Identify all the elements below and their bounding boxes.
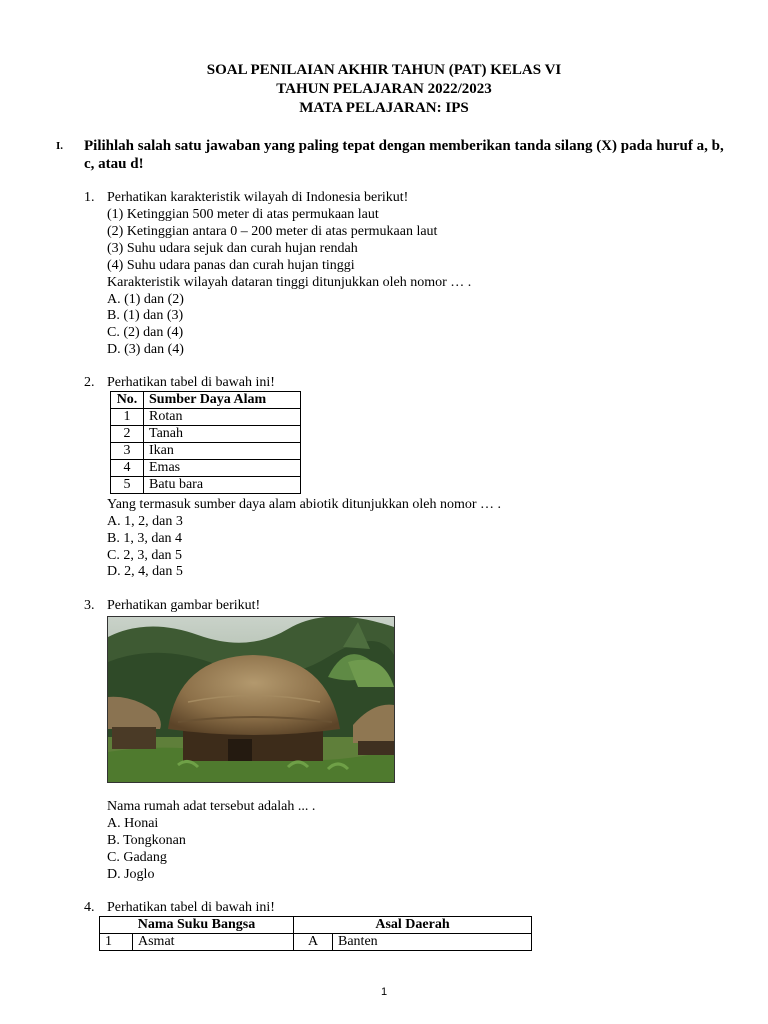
q3-option-b[interactable]: B. Tongkonan: [107, 833, 186, 848]
q1-option-a[interactable]: A. (1) dan (2): [107, 292, 184, 307]
table-header-cell: No.: [111, 392, 144, 409]
q1-option-d[interactable]: D. (3) dan (4): [107, 342, 184, 357]
q4-table: [99, 916, 532, 951]
table-row: [111, 426, 301, 443]
table-row: [111, 460, 301, 477]
q2-table: [110, 391, 301, 494]
table-header-cell: Asal Daerah: [294, 917, 532, 934]
table-cell: Batu bara: [144, 477, 301, 494]
table-row: [111, 409, 301, 426]
page-number: 1: [380, 986, 388, 998]
table-cell: A: [294, 934, 333, 951]
table-cell: Emas: [144, 460, 301, 477]
q1-prompt: Perhatikan karakteristik wilayah di Indonesia berikut!: [107, 190, 409, 205]
q4-number: 4.: [84, 900, 95, 915]
traditional-house-photo: [107, 616, 395, 783]
q3-option-c[interactable]: C. Gadang: [107, 850, 167, 865]
q3-option-a[interactable]: A. Honai: [107, 816, 159, 831]
q4-prompt: Perhatikan tabel di bawah ini!: [107, 900, 275, 915]
title-line-3: MATA PELAJARAN: IPS: [299, 100, 469, 116]
table-cell: Asmat: [133, 934, 294, 951]
q2-question: Yang termasuk sumber daya alam abiotik ditunjukkan oleh nomor … .: [107, 497, 502, 512]
q3-prompt: Perhatikan gambar berikut!: [107, 598, 261, 613]
table-row: [100, 934, 532, 951]
table-cell: Banten: [333, 934, 532, 951]
q1-item: (1) Ketinggian 500 meter di atas permukaan laut: [107, 207, 379, 222]
table-cell: 1: [111, 409, 144, 426]
q1-number: 1.: [84, 190, 95, 205]
table-cell: Tanah: [144, 426, 301, 443]
title-line-2: TAHUN PELAJARAN 2022/2023: [276, 81, 492, 97]
title-line-1: SOAL PENILAIAN AKHIR TAHUN (PAT) KELAS VI: [206, 62, 562, 78]
table-cell: Rotan: [144, 409, 301, 426]
table-cell: 1: [100, 934, 133, 951]
table-row: [111, 443, 301, 460]
table-cell: 2: [111, 426, 144, 443]
q2-prompt: Perhatikan tabel di bawah ini!: [107, 375, 275, 390]
table-header-cell: Nama Suku Bangsa: [100, 917, 294, 934]
table-header-row: [111, 392, 301, 409]
table-cell: 4: [111, 460, 144, 477]
q3-option-d[interactable]: D. Joglo: [107, 867, 155, 882]
q2-option-d[interactable]: D. 2, 4, dan 5: [107, 564, 183, 579]
q1-option-c[interactable]: C. (2) dan (4): [107, 325, 184, 340]
q1-item: (2) Ketinggian antara 0 – 200 meter di atas permukaan laut: [107, 224, 438, 239]
q3-question: Nama rumah adat tersebut adalah ... .: [107, 799, 316, 814]
q1-item: (4) Suhu udara panas dan curah hujan tinggi: [107, 258, 355, 273]
q2-option-c[interactable]: C. 2, 3, dan 5: [107, 548, 183, 563]
q1-item: (3) Suhu udara sejuk dan curah hujan rendah: [107, 241, 358, 256]
q2-number: 2.: [84, 375, 95, 390]
table-row: [111, 477, 301, 494]
table-cell: 3: [111, 443, 144, 460]
q1-question: Karakteristik wilayah dataran tinggi ditunjukkan oleh nomor … .: [107, 275, 472, 290]
table-cell: 5: [111, 477, 144, 494]
table-cell: Ikan: [144, 443, 301, 460]
q1-option-b[interactable]: B. (1) dan (3): [107, 308, 184, 323]
table-header-cell: Sumber Daya Alam: [144, 392, 301, 409]
table-header-row: [100, 917, 532, 934]
q2-option-b[interactable]: B. 1, 3, dan 4: [107, 531, 183, 546]
section-instruction: Pilihlah salah satu jawaban yang paling tepat dengan memberikan tanda silang (X) pada huruf a, b, c, atau d!: [84, 138, 724, 172]
q3-number: 3.: [84, 598, 95, 613]
section-number: I.: [56, 140, 64, 152]
q2-option-a[interactable]: A. 1, 2, dan 3: [107, 514, 183, 529]
